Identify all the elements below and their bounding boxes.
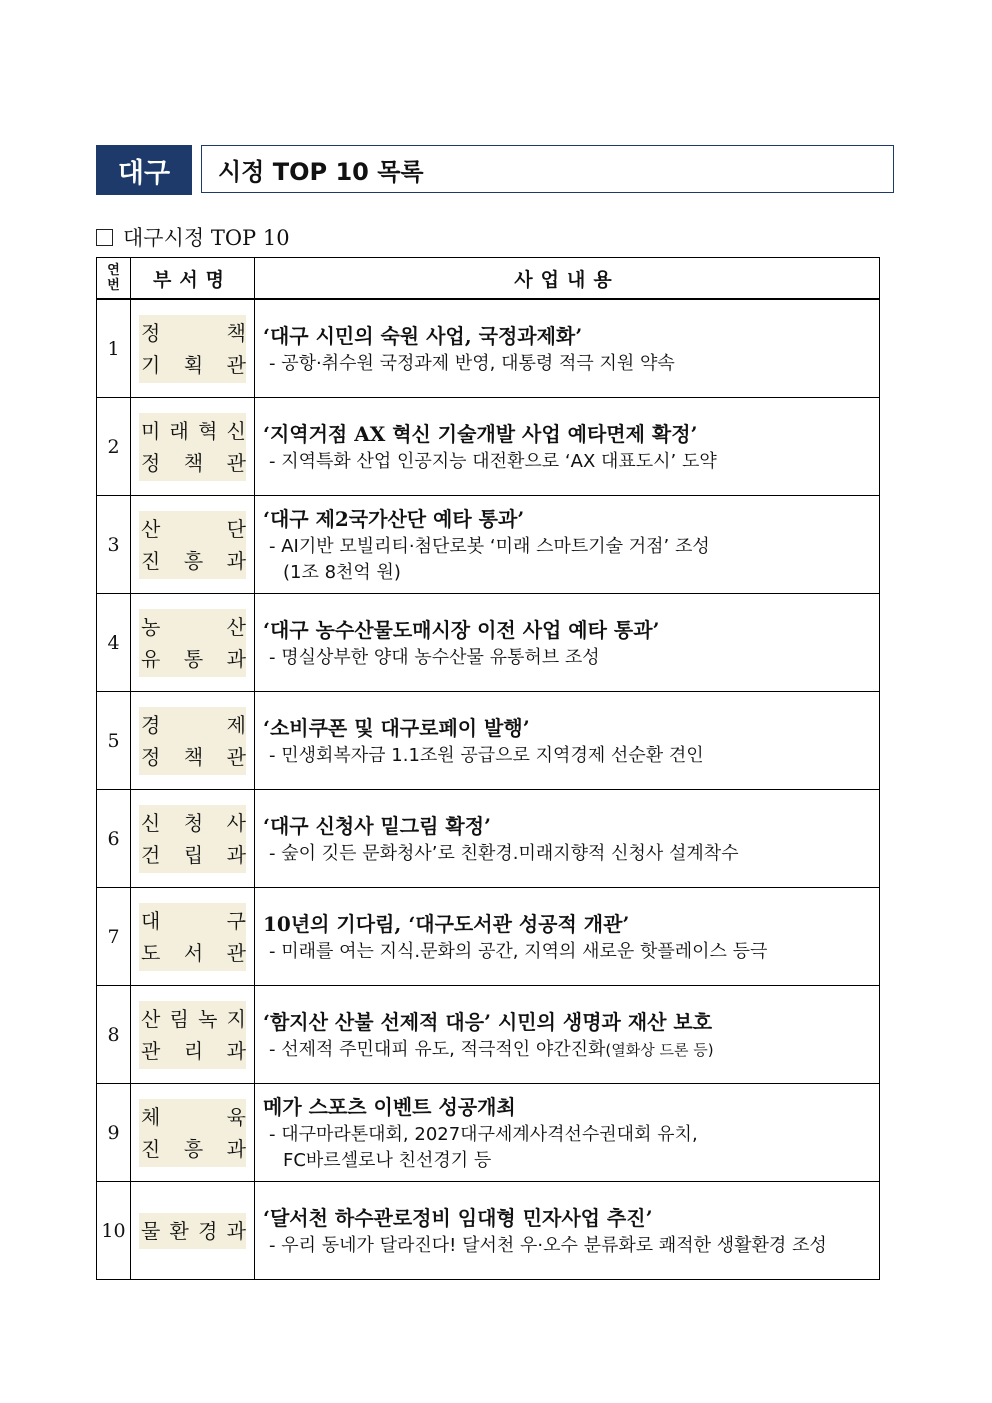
row-number: 4 — [97, 594, 131, 692]
row-number: 9 — [97, 1084, 131, 1182]
dept-char: 흥 — [183, 548, 204, 573]
project-title: 10년의 기다림, ‘대구도서관 성공적 개관’ — [263, 911, 630, 936]
dept-cell — [131, 1182, 255, 1280]
content-cell — [255, 1182, 880, 1280]
project-description — [263, 351, 873, 377]
dept-char: 신 — [141, 810, 161, 835]
project-title: ‘대구 농수산물도매시장 이전 사업 예타 통과’ — [263, 617, 660, 642]
dept-cell — [131, 986, 255, 1084]
dept-name-line — [141, 447, 246, 479]
dept-char: 대 — [141, 908, 161, 933]
content-cell — [255, 1084, 880, 1182]
header-content: 사업내용 — [255, 258, 880, 300]
row-number: 8 — [97, 986, 131, 1084]
header-badge: 대구 — [96, 145, 192, 195]
project-description — [263, 939, 873, 965]
dept-char: 책 — [226, 320, 246, 345]
project-title: ‘달서천 하수관로정비 임대형 민자사업 추진’ — [263, 1205, 653, 1230]
dept-name-line — [141, 839, 246, 871]
dept-name-line — [141, 643, 246, 675]
header-no — [97, 258, 131, 300]
dept-char: 산 — [141, 1006, 161, 1031]
dept-char: 정 — [141, 320, 161, 345]
row-number: 6 — [97, 790, 131, 888]
dept-char: 정 — [141, 744, 161, 769]
dept-char: 림 — [169, 1006, 189, 1031]
project-description — [263, 743, 873, 769]
dept-name-line — [141, 1215, 246, 1247]
project-description-text: - 대구마라톤대회, 2027대구세계사격선수권대회 유치, — [269, 1123, 698, 1145]
dept-char: 농 — [141, 614, 161, 639]
project-description-note: (열화상 드론 등) — [605, 1040, 714, 1059]
dept-name-line — [141, 611, 246, 643]
dept-char: 미 — [141, 418, 161, 443]
table-row — [97, 398, 880, 496]
dept-char: 획 — [183, 352, 204, 377]
dept-char: 도 — [141, 940, 161, 965]
project-description-text: - 명실상부한 양대 농수산물 유통허브 조성 — [269, 646, 600, 668]
dept-name-line — [141, 513, 246, 545]
dept-char: 환 — [169, 1218, 189, 1243]
dept-char: 과 — [226, 548, 246, 573]
dept-char: 과 — [226, 1218, 246, 1243]
dept-name-line — [141, 545, 246, 577]
dept-char: 관 — [226, 744, 246, 769]
dept-name-line — [141, 905, 246, 937]
project-description — [263, 841, 873, 867]
dept-name — [139, 903, 246, 971]
project-description-text: - AI기반 모빌리티·첨단로봇 ‘미래 스마트기술 거점’ 조성 — [269, 535, 710, 557]
dept-char: 진 — [141, 1136, 161, 1161]
dept-char: 과 — [226, 1038, 246, 1063]
table-row — [97, 692, 880, 790]
dept-name-line — [141, 807, 246, 839]
table-row — [97, 986, 880, 1084]
dept-char: 관 — [226, 352, 246, 377]
dept-char: 경 — [198, 1218, 218, 1243]
project-title: ‘함지산 산불 선제적 대응’ 시민의 생명과 재산 보호 — [263, 1009, 713, 1034]
dept-name — [139, 1099, 246, 1167]
table-row — [97, 1084, 880, 1182]
top10-table — [96, 257, 880, 1280]
dept-char: 관 — [226, 450, 246, 475]
dept-char: 청 — [183, 810, 204, 835]
table-row — [97, 594, 880, 692]
dept-name — [139, 805, 246, 873]
dept-char: 관 — [226, 940, 246, 965]
dept-char: 구 — [226, 908, 246, 933]
content-cell — [255, 888, 880, 986]
dept-char: 흥 — [183, 1136, 204, 1161]
dept-name-line — [141, 349, 246, 381]
project-description — [263, 645, 873, 671]
dept-cell — [131, 496, 255, 594]
row-number: 5 — [97, 692, 131, 790]
content-cell — [255, 398, 880, 496]
dept-name-line — [141, 709, 246, 741]
section-title — [96, 222, 290, 252]
project-description-continued: (1조 8천억 원) — [283, 561, 401, 583]
project-title: 메가 스포츠 이벤트 성공개최 — [263, 1094, 516, 1119]
dept-char: 진 — [141, 548, 161, 573]
project-description — [263, 534, 873, 560]
dept-name — [139, 511, 246, 579]
dept-char: 산 — [226, 614, 246, 639]
project-description-text: - 우리 동네가 달라진다! 달서천 우·오수 분류화로 쾌적한 생활환경 조성 — [269, 1234, 827, 1256]
content-cell — [255, 496, 880, 594]
project-title: ‘대구 신청사 밑그림 확정’ — [263, 813, 492, 838]
dept-char: 책 — [183, 450, 204, 475]
project-description-text: - 미래를 여는 지식.문화의 공간, 지역의 새로운 핫플레이스 등극 — [269, 940, 768, 962]
page-title-text: 시정 TOP 10 목록 — [218, 157, 424, 186]
project-description — [263, 1037, 873, 1063]
table-row — [97, 496, 880, 594]
row-number: 2 — [97, 398, 131, 496]
dept-char: 책 — [183, 744, 204, 769]
dept-char: 건 — [141, 842, 161, 867]
dept-char: 혁 — [198, 418, 218, 443]
dept-name-line — [141, 317, 246, 349]
dept-cell — [131, 888, 255, 986]
dept-char: 래 — [169, 418, 189, 443]
dept-name-line — [141, 1133, 246, 1165]
dept-char: 정 — [141, 450, 161, 475]
content-cell — [255, 790, 880, 888]
dept-name-line — [141, 415, 246, 447]
dept-char: 관 — [141, 1038, 161, 1063]
dept-name-line — [141, 937, 246, 969]
dept-name-line — [141, 1035, 246, 1067]
content-cell — [255, 594, 880, 692]
content-cell — [255, 986, 880, 1084]
dept-char: 리 — [183, 1038, 204, 1063]
project-description-text: - 민생회복자금 1.1조원 공급으로 지역경제 선순환 견인 — [269, 744, 704, 766]
dept-char: 물 — [141, 1218, 161, 1243]
dept-char: 제 — [226, 712, 246, 737]
dept-cell — [131, 299, 255, 398]
dept-name — [139, 707, 246, 775]
dept-name — [139, 1213, 246, 1249]
page-title — [201, 145, 894, 193]
row-number: 3 — [97, 496, 131, 594]
header-no-line: 연 — [107, 263, 120, 278]
table-row — [97, 790, 880, 888]
dept-name — [139, 609, 246, 677]
project-description — [263, 1122, 873, 1148]
dept-char: 과 — [226, 842, 246, 867]
dept-char: 산 — [141, 516, 161, 541]
dept-char: 과 — [226, 646, 246, 671]
dept-name-line — [141, 1101, 246, 1133]
dept-cell — [131, 398, 255, 496]
project-description — [263, 1233, 873, 1259]
dept-name — [139, 413, 246, 481]
project-title: ‘대구 제2국가산단 예타 통과’ — [263, 506, 525, 531]
dept-char: 통 — [183, 646, 204, 671]
dept-char: 유 — [141, 646, 161, 671]
dept-char: 육 — [226, 1104, 246, 1129]
row-number: 7 — [97, 888, 131, 986]
project-description-text: - 공항·취수원 국정과제 반영, 대통령 적극 지원 약속 — [269, 352, 675, 374]
dept-char: 기 — [141, 352, 161, 377]
dept-name-line — [141, 741, 246, 773]
dept-name — [139, 315, 246, 383]
dept-cell — [131, 1084, 255, 1182]
table-header-row — [97, 258, 880, 300]
project-title: ‘지역거점 AX 혁신 기술개발 사업 예타면제 확정’ — [263, 421, 698, 446]
dept-cell — [131, 594, 255, 692]
dept-char: 신 — [226, 418, 246, 443]
dept-name-line — [141, 1003, 246, 1035]
project-title: ‘대구 시민의 숙원 사업, 국정과제화’ — [263, 323, 583, 348]
project-description-text: - 지역특화 산업 인공지능 대전환으로 ‘AX 대표도시’ 도약 — [269, 450, 717, 472]
row-number: 10 — [97, 1182, 131, 1280]
project-title: ‘소비쿠폰 및 대구로페이 발행’ — [263, 715, 530, 740]
dept-char: 과 — [226, 1136, 246, 1161]
dept-cell — [131, 692, 255, 790]
table-row — [97, 888, 880, 986]
dept-cell — [131, 790, 255, 888]
table-row — [97, 299, 880, 398]
dept-name — [139, 1001, 246, 1069]
content-cell — [255, 692, 880, 790]
header-no-line: 번 — [107, 278, 120, 293]
dept-char: 체 — [141, 1104, 161, 1129]
dept-char: 지 — [226, 1006, 246, 1031]
section-title-text: 대구시정 TOP 10 — [123, 226, 290, 250]
project-description-text: - 선제적 주민대피 유도, 적극적인 야간진화 — [269, 1038, 606, 1060]
content-cell — [255, 299, 880, 398]
project-description-continued: FC바르셀로나 친선경기 등 — [283, 1149, 492, 1171]
dept-char: 사 — [226, 810, 246, 835]
row-number: 1 — [97, 299, 131, 398]
table-row — [97, 1182, 880, 1280]
project-description-text: - 숲이 깃든 문화청사’로 친환경.미래지향적 신청사 설계착수 — [269, 842, 739, 864]
dept-char: 경 — [141, 712, 161, 737]
project-description — [263, 449, 873, 475]
dept-char: 단 — [226, 516, 246, 541]
dept-char: 서 — [183, 940, 204, 965]
dept-char: 립 — [183, 842, 204, 867]
checkbox-icon — [96, 229, 113, 246]
dept-char: 녹 — [198, 1006, 218, 1031]
header-dept: 부서명 — [131, 258, 255, 300]
